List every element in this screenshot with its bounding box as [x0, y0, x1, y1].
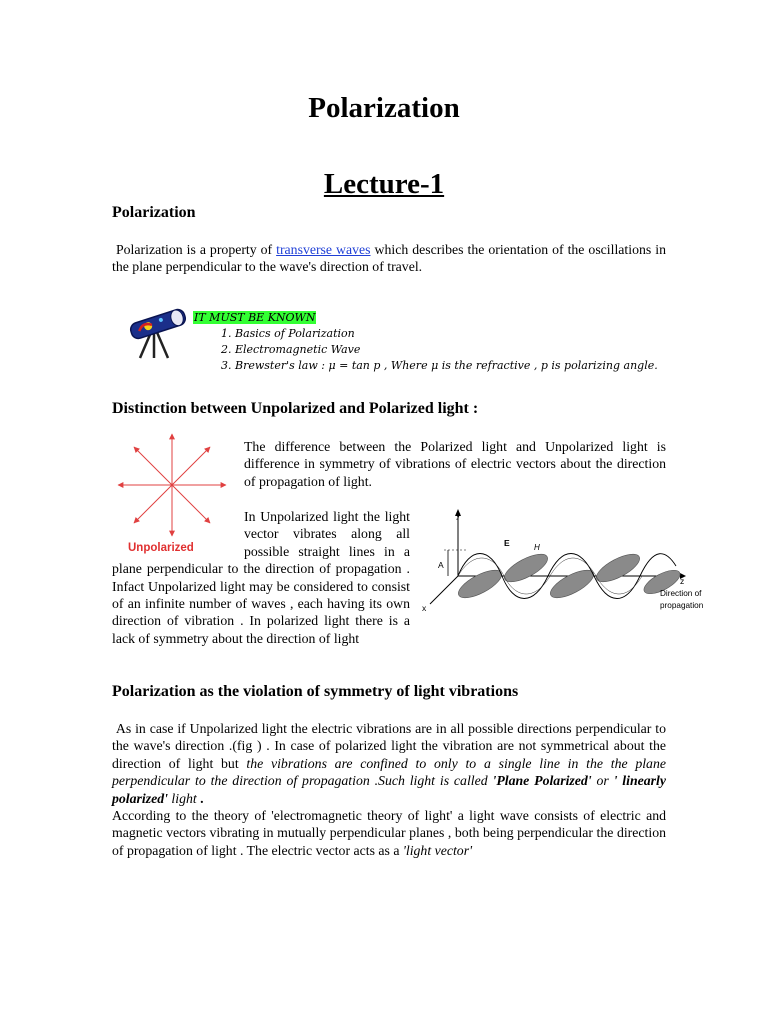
transverse-waves-link[interactable]: transverse waves — [276, 242, 371, 257]
axis-label-z: z — [680, 576, 685, 586]
light-vector-term: 'light vector' — [402, 842, 473, 858]
section-heading-violation: Polarization as the violation of symmetry of light vibrations — [112, 683, 519, 700]
light-word: light — [167, 790, 197, 806]
must-know-label: IT MUST BE KNOWN — [194, 311, 316, 324]
must-know-list — [193, 326, 673, 374]
telescope-icon — [126, 308, 190, 360]
period: . — [196, 790, 204, 806]
plane-polarized-term: 'Plane Polarized' — [492, 773, 592, 789]
direction-label: Direction of — [660, 589, 702, 598]
violation-text: As in case if Unpolarized light the electric vibrations are in all possible directions perpendicular to the wave's direction .(fig ) . In case of polarized light the vibration are not symmetrical about the direction of light but — [112, 721, 667, 771]
definition-text-start: Polarization is a property of — [115, 242, 277, 257]
polarization-definition — [112, 241, 666, 276]
propagation-label: propagation — [660, 601, 704, 610]
unpolarized-label: Unpolarized — [128, 542, 194, 554]
amplitude-label: A — [438, 560, 444, 570]
distinction-paragraph: The difference between the Polarized light and Unpolarized light is difference in symmetry of vibrations of electric vectors about the direction of propagation of light. — [244, 439, 666, 489]
section-heading-distinction: Distinction between Unpolarized and Polarized light : — [112, 400, 479, 417]
definition-text-end: which describes the orientation of the oscillations in the plane perpendicular to the wave's direction of travel. — [112, 242, 666, 275]
unpolarized-description: In Unpolarized light the light vector vibrates along all possible straight lines in a plane perpendicular to the direction of propagation . Infact Unpolarized light may be considered to consist of an infinite number of waves , each having its own direction of vibration . In polarized light there is a lack of symmetry about the direction of light — [112, 509, 410, 646]
or-word: or — [591, 773, 614, 789]
page-title: Polarization — [308, 92, 460, 124]
axis-label-y: y — [456, 510, 461, 520]
em-wave-diagram — [418, 506, 710, 624]
linearly-polarized-term: ' linearly polarized' — [112, 773, 666, 806]
axis-label-x: x — [422, 603, 427, 613]
must-know-item: 2. Electromagnetic Wave — [235, 342, 673, 358]
violation-italic: the vibrations are confined to only to a single line in the the plane perpendicular to the direction of propagation .Such light is called — [112, 755, 666, 789]
section-heading-polarization: Polarization — [112, 204, 196, 221]
lecture-title — [0, 168, 768, 201]
magnetic-field-label: H — [534, 543, 540, 552]
lecture-label: Lecture-1 — [323, 168, 445, 200]
must-know-item: 3. Brewster's law : μ = tan p , Where μ is the refractive , p is polarizing angle. — [235, 358, 673, 374]
must-know-box — [193, 311, 673, 374]
violation-paragraph — [112, 720, 666, 859]
electric-field-label: E — [504, 538, 510, 548]
must-know-item: 1. Basics of Polarization — [235, 326, 673, 342]
em-theory-text: According to the theory of 'electromagnetic theory of light' a light wave consists of electric and magnetic vectors vibrating in mutually perpendicular planes , both being perpendicular the direction of propagation of light . The electric vector acts as a — [112, 808, 666, 858]
